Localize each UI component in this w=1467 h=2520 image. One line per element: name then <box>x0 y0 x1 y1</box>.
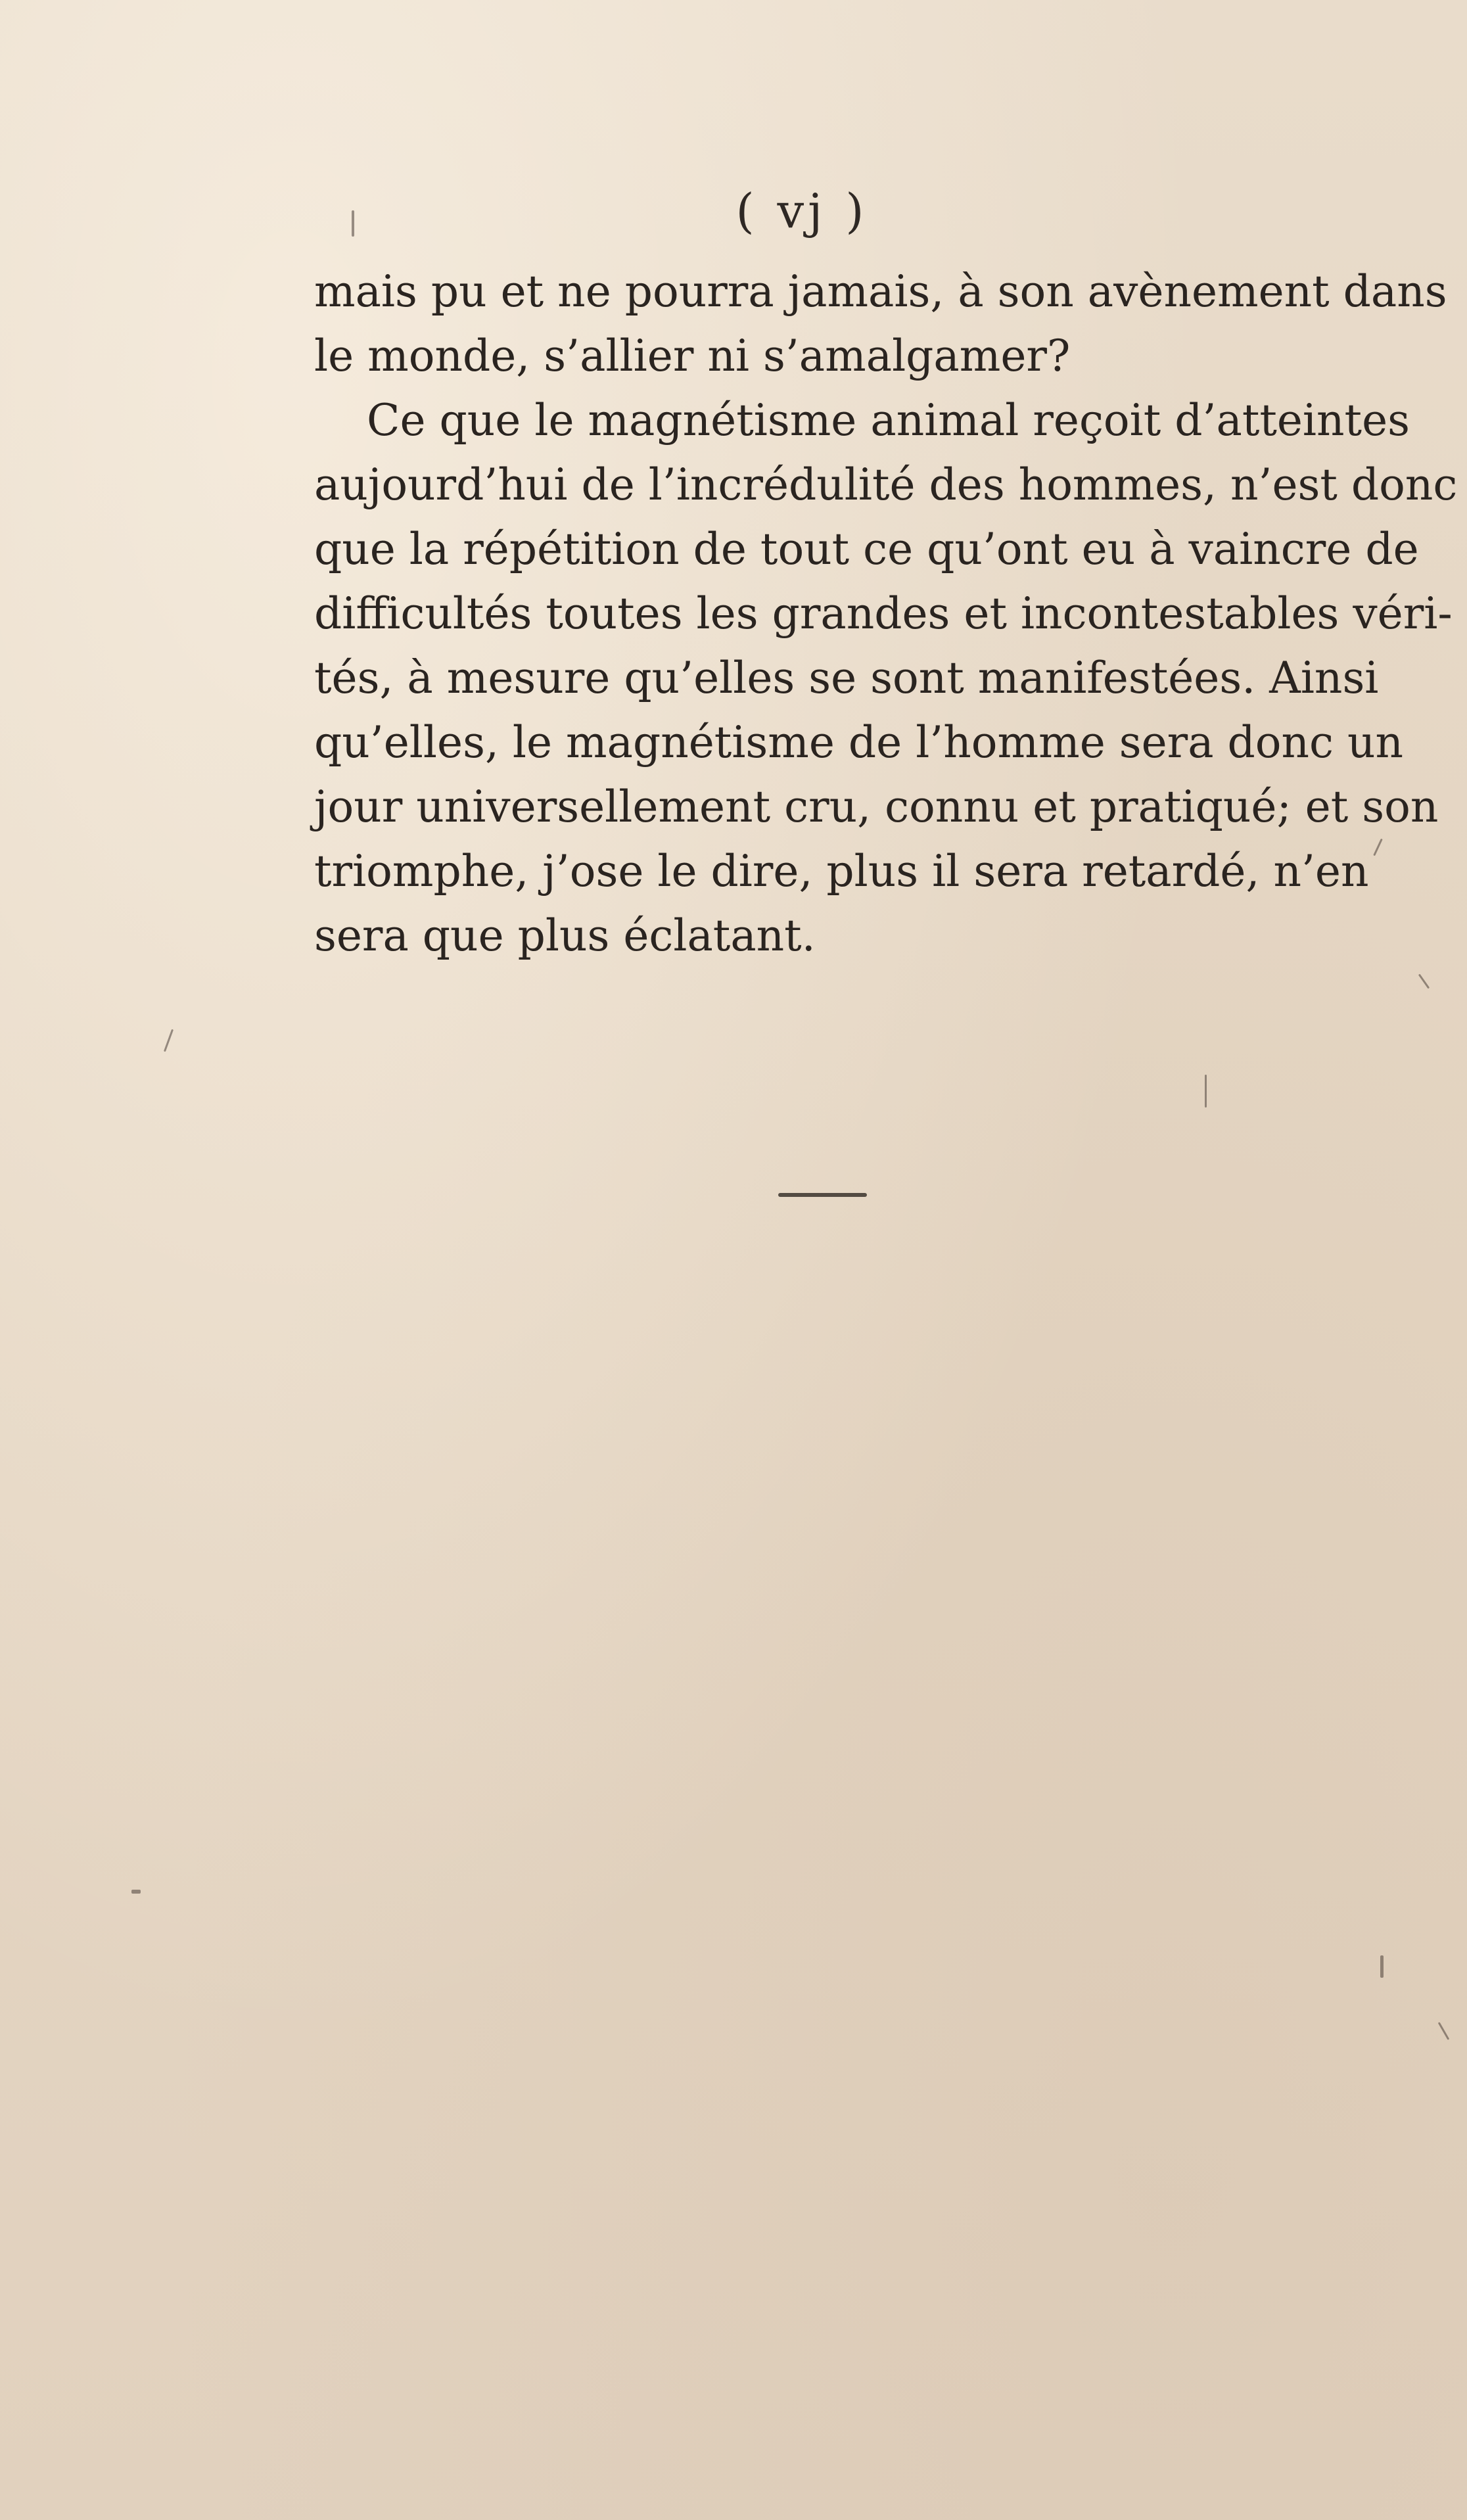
paper-speck <box>164 1029 174 1052</box>
paper-speck <box>1418 973 1430 989</box>
paper-speck <box>352 210 354 237</box>
text-line: Ce que le magnétisme animal reçoit d’atteintes <box>367 395 1410 446</box>
text-line: sera que plus éclatant. <box>314 910 816 961</box>
text-line: difficultés toutes les grandes et incontestables véri- <box>314 588 1453 639</box>
page-number: ( vj ) <box>735 183 868 239</box>
text-line: le monde, s’allier ni s’amalgamer? <box>314 331 1071 381</box>
text-line: mais pu et ne pourra jamais, à son avènement dans <box>314 266 1447 317</box>
paper-speck <box>1380 1955 1384 1978</box>
paper-speck <box>1205 1075 1207 1108</box>
text-line: triomphe, j’ose le dire, plus il sera retardé, n’en <box>314 846 1369 897</box>
paper-speck <box>1373 839 1383 856</box>
body-text <box>314 260 1458 968</box>
text-line: tés, à mesure qu’elles se sont manifestées. Ainsi <box>314 653 1379 703</box>
paper-speck <box>131 1890 141 1894</box>
end-rule <box>778 1193 867 1197</box>
paper-speck <box>1438 2022 1450 2040</box>
text-line: que la répétition de tout ce qu’ont eu à vaincre de <box>314 524 1419 574</box>
text-line: qu’elles, le magnétisme de l’homme sera donc un <box>314 717 1403 768</box>
text-line: aujourd’hui de l’incrédulité des hommes, n’est donc <box>314 459 1458 510</box>
text-line: jour universellement cru, connu et pratiqué; et son <box>314 782 1439 832</box>
